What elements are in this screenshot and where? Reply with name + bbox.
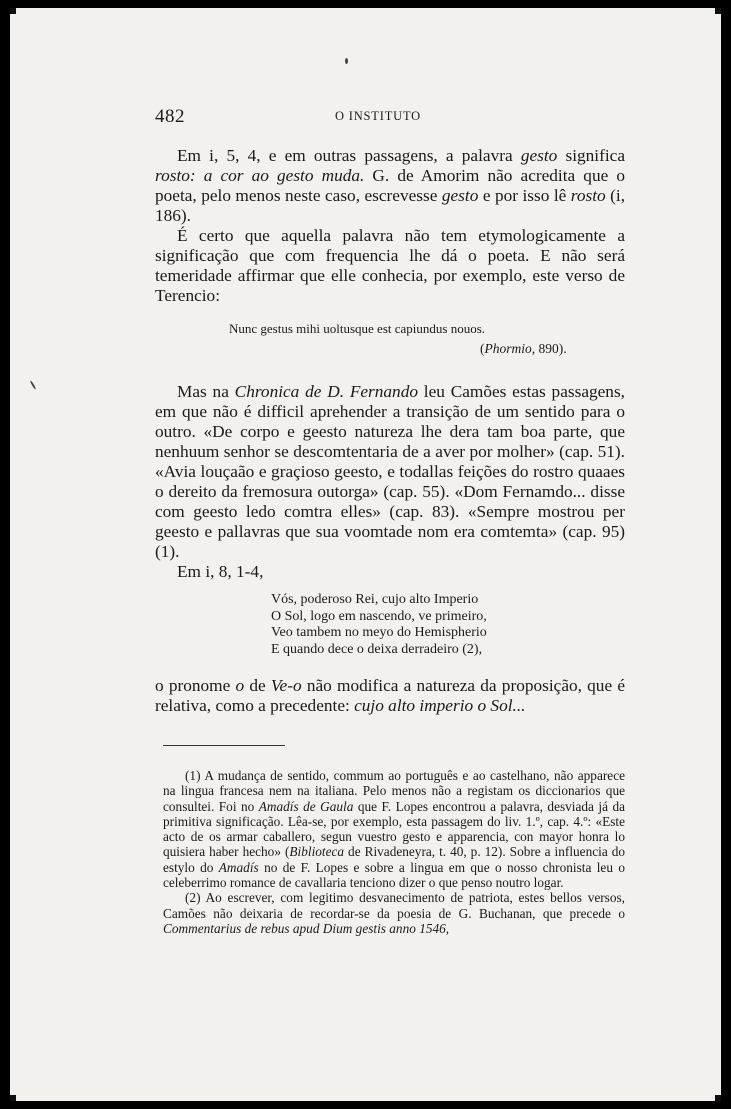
latin-quote-line: Nunc gestus mihi uoltusque est capiundus nouos. — [229, 321, 486, 336]
print-speck — [345, 58, 348, 64]
running-title: O INSTITUTO — [335, 109, 421, 123]
paragraph-1: Em i, 5, 4, e em outras passagens, a palavra gesto significa rosto: a cor ao gesto muda. G. de Amorim não acredita que o poeta, pelo menos neste caso, escrevesse gesto e por isso lê rosto (i, 186). — [155, 146, 626, 225]
footnote-2: (2) Ao escrever, com legitimo desvanecimento de patriota, estes bellos versos, Camões não deixaria de recordar-se da poesia de G. Buchanan, que precede o Commentarius de rebus apud Dium gestis anno 1546, — [163, 890, 625, 936]
paragraph-4: o pronome o de Ve-o não modifica a natureza da proposição, que é relativa, como a precedente: cujo alto imperio o Sol... — [155, 676, 626, 715]
latin-quote-citation: (Phormio, 890). — [480, 341, 567, 356]
corner-mark-top-right — [715, 8, 721, 14]
page-header — [155, 106, 625, 128]
verse-line: Vós, poderoso Rei, cujo alto Imperio — [271, 592, 479, 607]
corner-mark-bottom-left — [10, 1095, 16, 1101]
corner-mark-top-left — [10, 8, 16, 14]
body-text-middle — [155, 382, 625, 582]
body-text-bottom — [155, 676, 625, 716]
body-text-top — [155, 146, 625, 306]
footnote-divider — [163, 745, 285, 746]
corner-mark-bottom-right — [715, 1095, 721, 1101]
paragraph-3-intro-verse: Em i, 8, 1-4, — [177, 562, 264, 581]
verse-line: E quando dece o deixa derradeiro (2), — [271, 641, 483, 657]
paragraph-3: Mas na Chronica de D. Fernando leu Camões estas passagens, em que não é difficil aprehender a transição de um sentido para o outro. «De corpo e geesto natureza lhe dera tam boa parte, que nenhuum senhor se descomtentaria de a aver por molher» (cap. 51). «Avia louçaão e graçioso geesto, e todallas feições do rostro quaaes o dereito da fremosura outorga» (cap. 55). «Dom Fernamdo... disse com geesto ledo comtra elles» (cap. 83). «Sempre mostrou per geesto e pallavras que sua voomtade nom era comtemta» (cap. 95) (1). — [155, 382, 625, 561]
verse-line: O Sol, logo em nascendo, ve primeiro, — [271, 608, 487, 624]
paragraph-2: É certo que aquella palavra não tem etymologicamente a significação que com frequencia lhe dá o poeta. E não será temeridade affirmar que elle conhecia, por exemplo, este verso de Terencio: — [155, 226, 625, 305]
page-number: 482 — [155, 106, 185, 127]
verse-line: Veo tambem no meyo do Hemispherio — [271, 625, 487, 640]
footnotes — [163, 768, 625, 936]
verse-quote — [271, 592, 487, 658]
footnote-1: (1) A mudança de sentido, commum ao português e ao castelhano, não apparece na lingua francesa nem na italiana. Pelo menos não a registam os diccionarios que consultei. Foi no Amadís de Gaula que F. Lopes encontrou a palavra, desviada já da primitiva significação. Lêa-se, por exemplo, esta passagem do liv. 1.º, cap. 4.º: «Este acto de os armar caballero, segun vuestro gesto e apparencia, con mayor honra lo quisiera haber hecho» (Biblioteca de Rivadeneyra, t. 40, p. 12). Sobre a influencia do estylo do Amadís no de F. Lopes e sobre a lingua em que o nosso chronista leu o celeberrimo romance de cavallaria tenciono dizer o que penso noutro logar. — [163, 768, 626, 891]
print-speck — [30, 380, 37, 390]
